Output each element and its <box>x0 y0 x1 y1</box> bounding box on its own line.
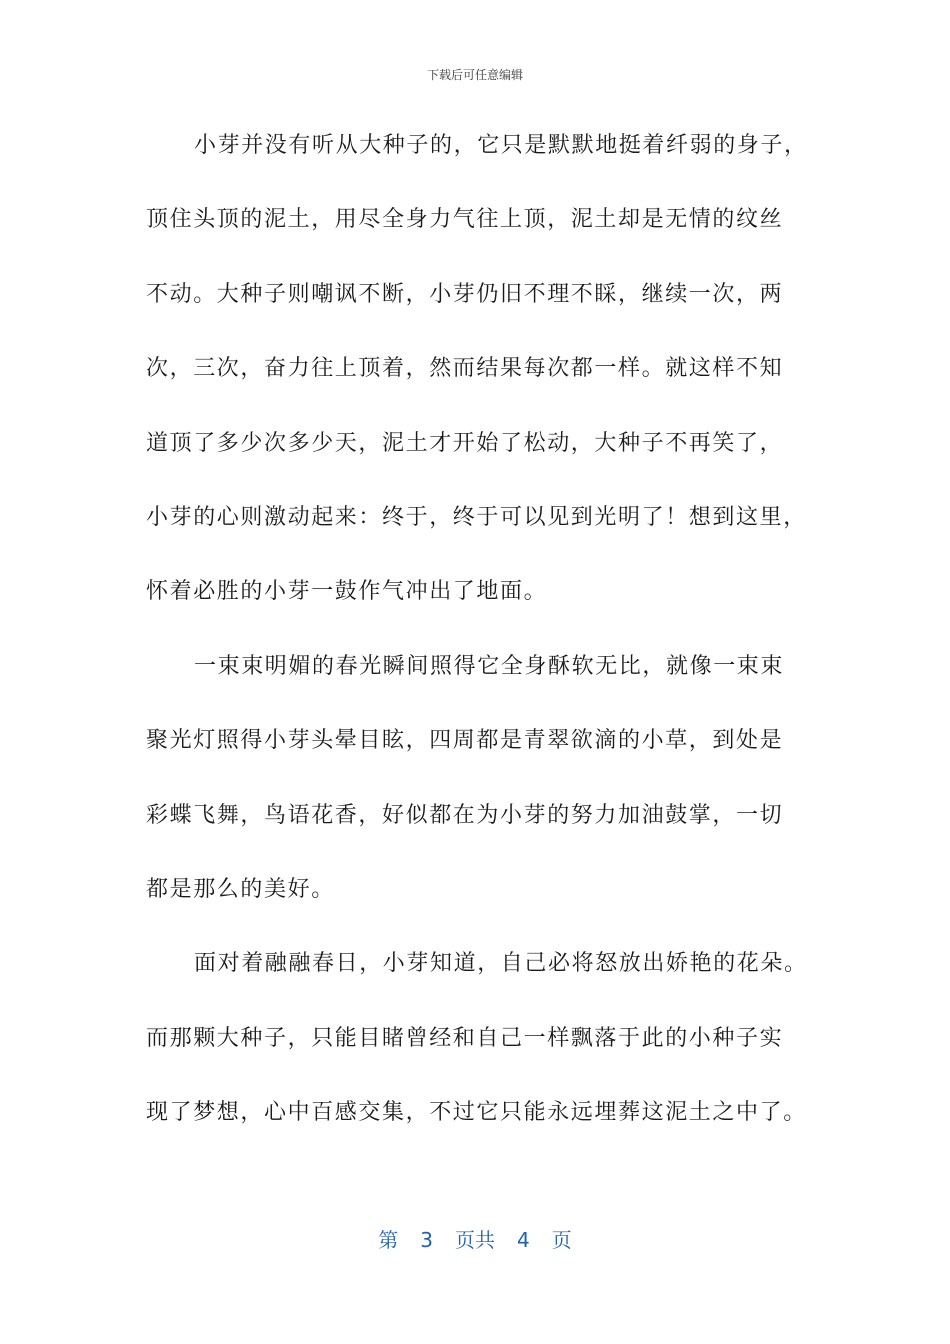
document-body <box>146 124 806 1165</box>
total-pages-number: 4 <box>517 1228 530 1252</box>
paragraph-line: 现了梦想，心中百感交集，不过它只能永远埋葬这泥土之中了。 <box>146 1100 807 1126</box>
paragraph-line: 小芽的心则激动起来：终于，终于可以见到光明了！想到这里， <box>146 504 807 530</box>
paragraph-line: 次，三次，奋力往上顶着，然而结果每次都一样。就这样不知 <box>146 356 784 382</box>
paragraph-line: 一束束明媚的春光瞬间照得它全身酥软无比，就像一束束 <box>194 653 785 679</box>
header-note: 下载后可任意编辑 <box>426 68 523 82</box>
paragraph-line: 道顶了多少次多少天，泥土才开始了松动，大种子不再笑了， <box>146 430 784 456</box>
current-page-number: 3 <box>420 1228 433 1252</box>
paragraph-line: 都是那么的美好。 <box>146 876 335 902</box>
paragraph-line: 小芽并没有听从大种子的，它只是默默地挺着纤弱的身子， <box>194 133 808 158</box>
paragraph-line: 聚光灯照得小芽头晕目眩，四周都是青翠欲滴的小草，到处是 <box>146 728 784 754</box>
paragraph-line: 怀着必胜的小芽一鼓作气冲出了地面。 <box>146 579 548 605</box>
paragraph-line: 不动。大种子则嘲讽不断，小芽仍旧不理不睬，继续一次，两 <box>146 281 784 307</box>
paragraph-line: 顶住头顶的泥土，用尽全身力气往上顶，泥土却是无情的纹丝 <box>146 207 784 233</box>
paragraph-line: 面对着融融春日，小芽知道，自己必将怒放出娇艳的花朵。 <box>194 951 808 977</box>
paragraph-line: 彩蝶飞舞，鸟语花香，好似都在为小芽的努力加油鼓掌，一切 <box>146 802 784 828</box>
page-label-middle: 页共 <box>455 1228 495 1252</box>
page-label-suffix: 页 <box>551 1228 572 1252</box>
page-footer <box>0 1224 950 1253</box>
paragraph-line: 而那颗大种子，只能目睹曾经和自己一样飘落于此的小种子实 <box>146 1025 784 1051</box>
page-label-prefix: 第 <box>378 1228 399 1252</box>
